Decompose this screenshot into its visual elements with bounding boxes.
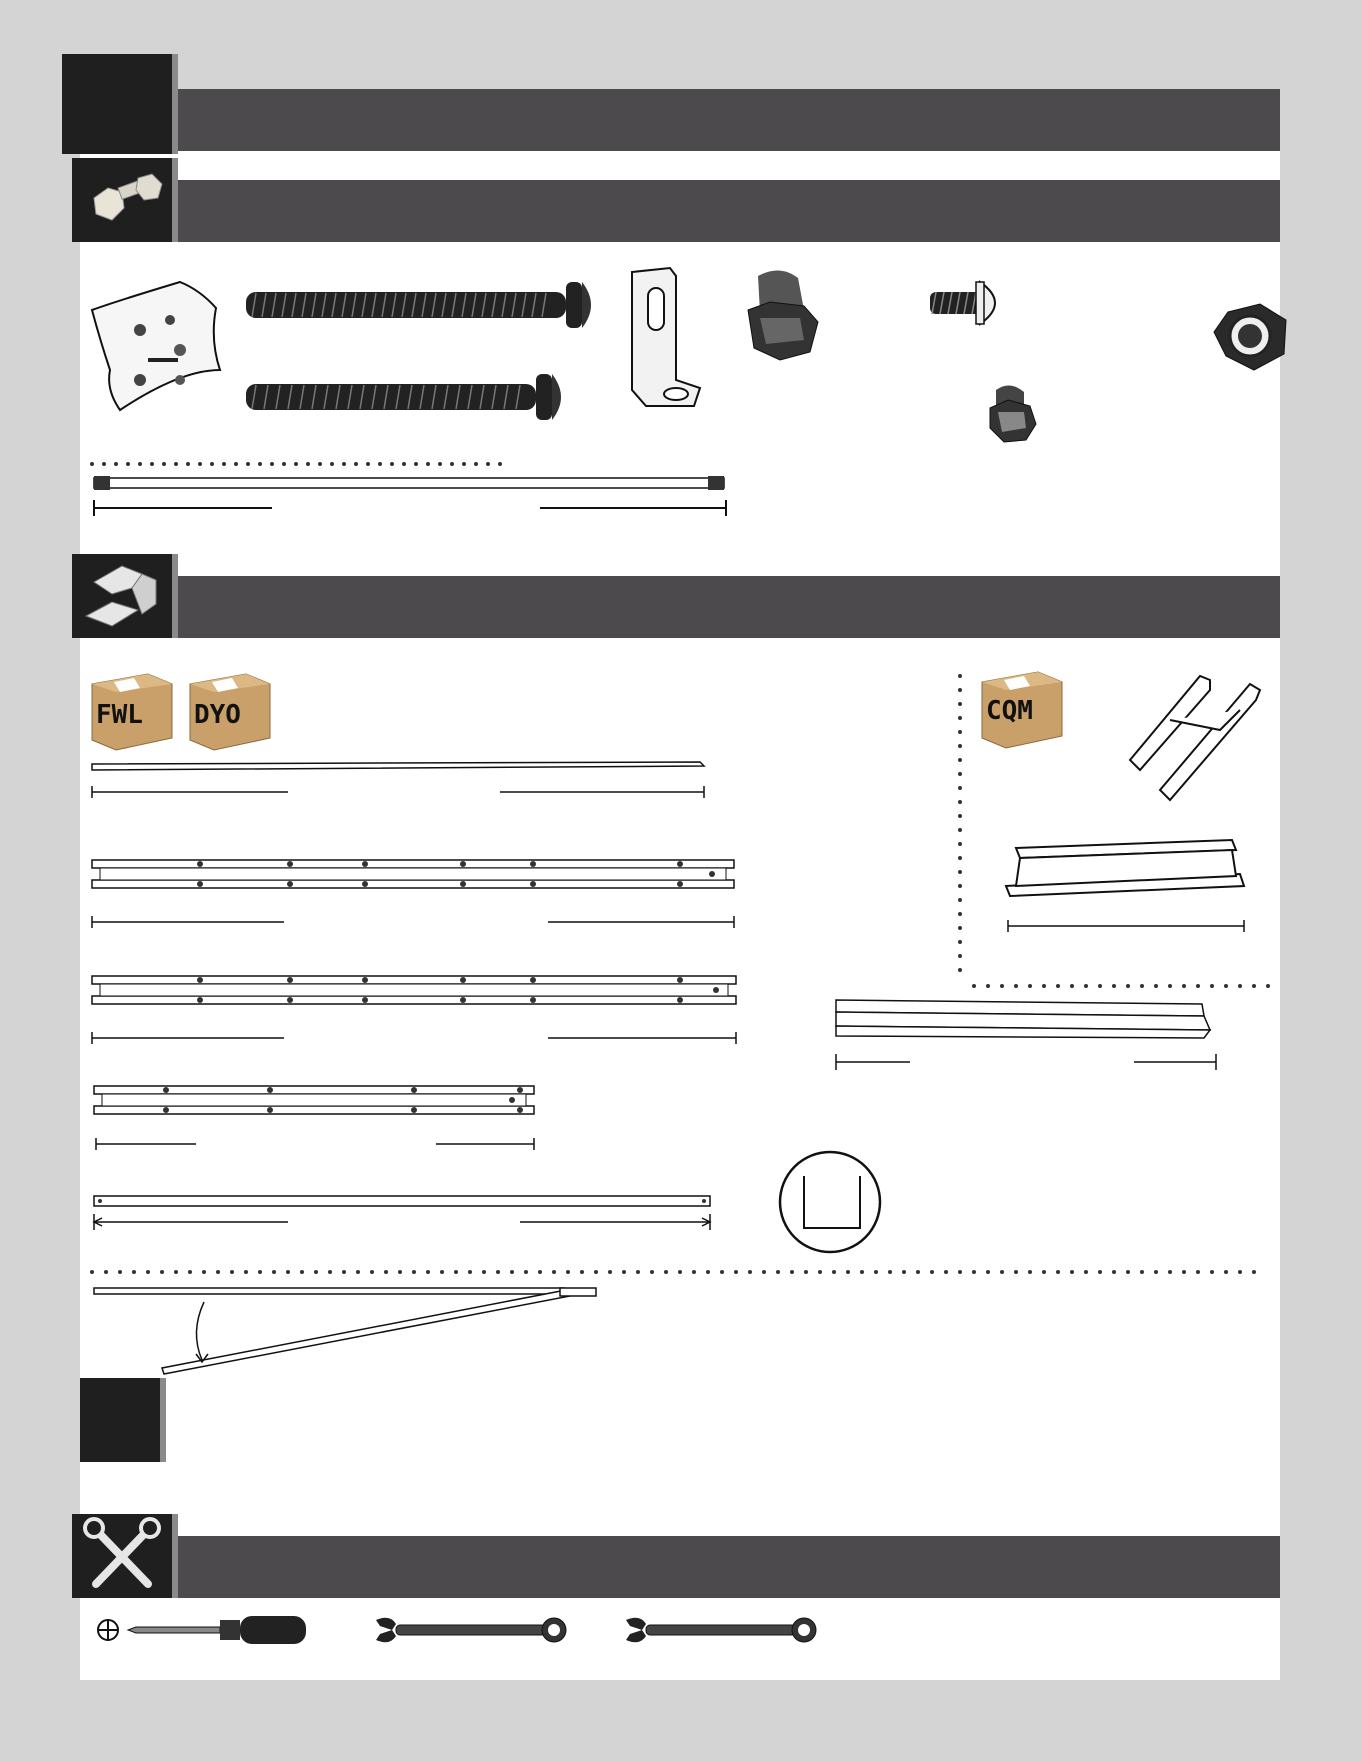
clip-detail-circle [780,1152,880,1252]
tools-bar [178,1536,1280,1598]
sub-step-box [80,1378,160,1462]
channel-rail-icon [92,976,736,1004]
box-label-fwl: FWL [96,700,143,730]
hardware-dotted-divider [90,462,502,466]
parts-drawings [80,660,1280,1380]
rail-dimension-line [836,1054,1216,1070]
threaded-rod-icon [94,476,724,490]
parts-icon-box [72,554,172,638]
cap-nut-icon [748,270,818,360]
rod-dimension-line [94,500,726,516]
small-screw-icon [930,282,995,324]
short-channel-rail-icon [94,1086,534,1114]
flat-bar-icon [94,1196,710,1206]
hardware-bar [178,180,1280,242]
hardware-icon-box [72,158,172,242]
sub-step-divider [160,1378,166,1462]
tools-drawings [80,1604,980,1664]
combination-wrench-icon [626,1618,816,1643]
small-cap-nut-icon [990,385,1036,442]
header-bar [178,89,1280,151]
crossed-wrenches-icon [72,1514,172,1598]
step-number-box [62,54,172,154]
hardware-bag-icon [92,282,220,410]
parts-dotted-divider [90,1270,1256,1274]
bolt-nut-icon [72,158,172,242]
long-bolt-icon [246,282,591,328]
rod-dimension-line [92,786,704,798]
angle-rail-icon [836,1000,1210,1038]
rail-dimension-line [96,1138,534,1150]
rail-dimension-line [92,1032,736,1044]
phillips-screwdriver-icon [98,1616,306,1644]
thin-rod-icon [92,762,704,770]
hardware-parts [80,260,1280,530]
tools-icon-box [72,1514,172,1598]
channel-rail-icon [92,860,734,888]
z-channel-icon [1006,840,1244,896]
parts-bar [178,576,1280,638]
bar-dimension-arrow [94,1214,710,1230]
combination-wrench-icon [376,1618,566,1643]
medium-bolt-icon [246,374,561,420]
bracket-icon [72,554,172,638]
z-channel-dimension-line [1008,920,1244,932]
rail-dimension-line [92,916,734,928]
box-label-cqm: CQM [986,696,1033,726]
lock-nut-icon [1214,304,1286,370]
box-label-dyo: DYO [194,700,241,730]
hinged-bar-diagram [94,1288,596,1374]
angled-bracket-icon [1130,676,1260,800]
l-bracket-icon [632,268,700,406]
